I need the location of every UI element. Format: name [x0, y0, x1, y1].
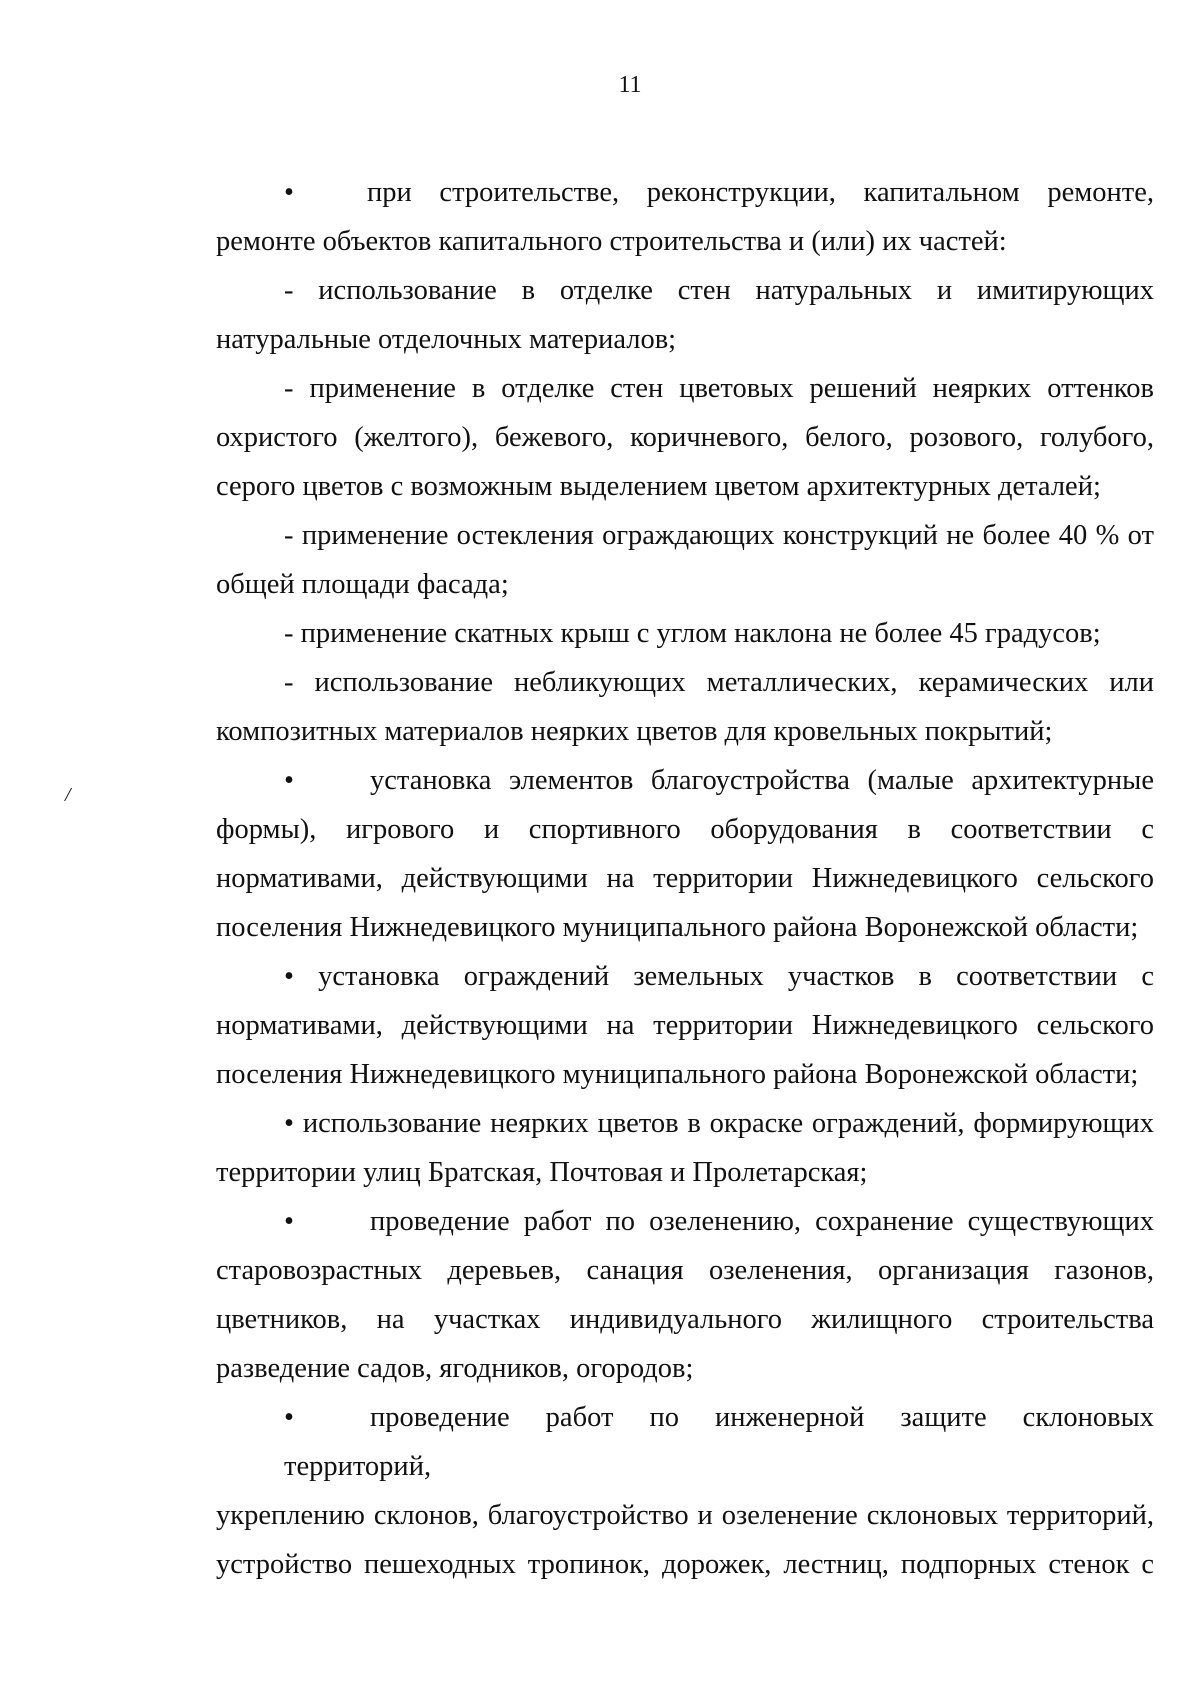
paragraph-continuation: натуральные отделочных материалов;	[216, 324, 677, 355]
dash-marker: -	[284, 667, 294, 698]
paragraph-first-line: установка элементов благоустройства (малые архитектурные	[370, 765, 1154, 796]
dash-marker: -	[284, 373, 294, 404]
list-item-bullet	[216, 168, 1154, 266]
paragraph-continuation: укреплению склонов, благоустройство и озеленение склоновых территорий, устройство пешеходных тропинок, дорожек, лестниц, подпорных стенок с	[216, 1500, 1154, 1580]
paragraph-first-line: применение скатных крыш с углом наклона не более 45 градусов;	[300, 618, 1101, 649]
paragraph-continuation: старовозрастных деревьев, санация озеленения, организация газонов, цветников, на участках индивидуального жилищного строительства разведение садов, ягодников, огородов;	[216, 1255, 1154, 1384]
paragraph-first-line: использование неярких цветов в окраске ограждений, формирующих	[302, 1108, 1155, 1139]
list-item-dash	[216, 609, 1154, 658]
paragraph-continuation: нормативами, действующими на территории Нижнедевицкого сельского поселения Нижнедевицкого муниципального района Воронежской области;	[216, 1010, 1154, 1090]
paragraph-continuation: территории улиц Братская, Почтовая и Пролетарская;	[216, 1157, 868, 1188]
dash-marker: -	[284, 275, 294, 306]
list-item-bullet	[216, 952, 1154, 1099]
paragraph-first-line: установка ограждений земельных участков в соответствии с	[318, 961, 1154, 992]
paragraph-continuation: формы), игрового и спортивного оборудования в соответствии с нормативами, действующими на территории Нижнедевицкого сельского поселения Нижнедевицкого муниципального района Воронежской области;	[216, 814, 1154, 943]
dash-marker: -	[284, 520, 294, 551]
list-item-dash	[216, 364, 1154, 511]
paragraph-first-line: проведение работ по озеленению, сохранение существующих	[370, 1206, 1154, 1237]
list-item-bullet	[216, 756, 1154, 952]
paragraph-first-line: применение остекления ограждающих конструкций не более 40 % от	[301, 520, 1154, 551]
list-item-bullet	[216, 1393, 1154, 1589]
paragraph-first-line: применение в отделке стен цветовых решений неярких оттенков	[309, 373, 1154, 404]
paragraph-continuation: ремонте объектов капитального строительства и (или) их частей:	[216, 226, 1007, 257]
document-body	[216, 168, 1154, 1589]
dash-marker: -	[284, 618, 294, 649]
bullet-marker: •	[284, 765, 294, 796]
paragraph-continuation: композитных материалов неярких цветов для кровельных покрытий;	[216, 716, 1053, 747]
page-number: 11	[618, 72, 642, 98]
bullet-marker: •	[284, 1206, 294, 1237]
paragraph-first-line: использование небликующих металлических, керамических или	[314, 667, 1154, 698]
paragraph-first-line: при строительстве, реконструкции, капитальном ремонте,	[367, 177, 1154, 208]
paragraph-continuation: общей площади фасада;	[216, 569, 509, 600]
bullet-marker: •	[284, 177, 294, 208]
list-item-dash	[216, 511, 1154, 609]
paragraph-continuation: охристого (желтого), бежевого, коричневого, белого, розового, голубого, серого цветов с возможным выделением цветом архитектурных деталей;	[216, 422, 1154, 502]
list-item-bullet	[216, 1197, 1154, 1393]
bullet-marker: •	[284, 1108, 294, 1139]
list-item-dash	[216, 266, 1154, 364]
paragraph-first-line: проведение работ по инженерной защите склоновых территорий,	[284, 1402, 1154, 1482]
bullet-marker: •	[284, 1402, 294, 1433]
paragraph-first-line: использование в отделке стен натуральных и имитирующих	[318, 275, 1154, 306]
list-item-dash	[216, 658, 1154, 756]
list-item-bullet	[216, 1099, 1154, 1197]
bullet-marker: •	[284, 961, 294, 992]
margin-mark: /	[65, 784, 71, 806]
